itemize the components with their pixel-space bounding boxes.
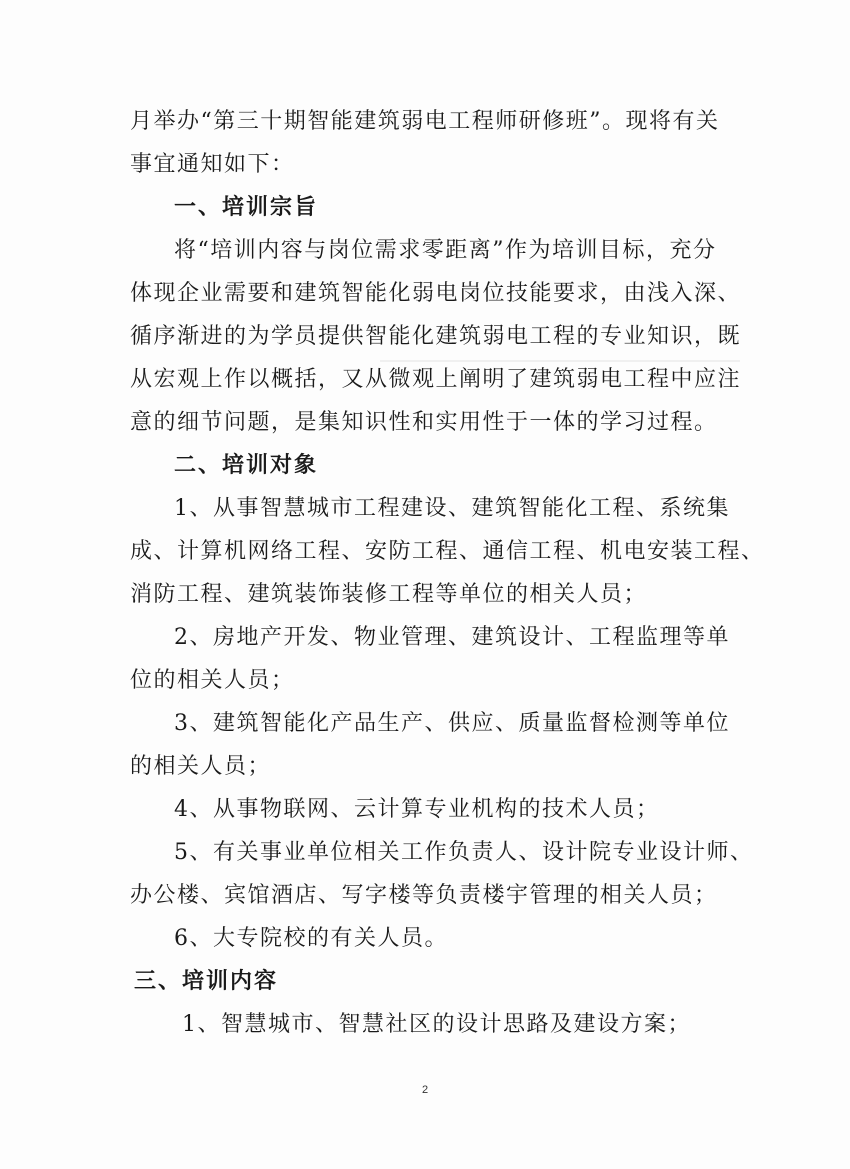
list-item-line: 消防工程、建筑装饰装修工程等单位的相关人员； [130,582,648,607]
list-item-line: 2、房地产开发、物业管理、建筑设计、工程监理等单 [174,625,730,650]
list-item-line: 成、计算机网络工程、安防工程、通信工程、机电安装工程、 [130,539,765,564]
section-heading: 三、培训内容 [134,969,279,994]
paragraph-line: 意的细节问题，是集知识性和实用性于一体的学习过程。 [130,410,718,435]
paragraph-line: 事宜通知如下： [130,152,295,177]
section-heading: 二、培训对象 [174,453,319,478]
paragraph-line: 将“培训内容与岗位需求零距离”作为培训目标，充分 [174,238,717,263]
paragraph-line: 体现企业需要和建筑智能化弱电岗位技能要求，由浅入深、 [130,281,742,306]
list-item-line: 位的相关人员； [130,668,295,693]
list-item-line: 3、建筑智能化产品生产、供应、质量监督检测等单位 [174,711,730,736]
section-heading: 一、培训宗旨 [174,195,319,220]
list-item-line: 的相关人员； [130,754,272,779]
document-body [130,100,765,1046]
list-item-line: 4、从事物联网、云计算专业机构的技术人员； [174,797,660,822]
list-item-line: 1、从事智慧城市工程建设、建筑智能化工程、系统集 [174,496,730,521]
list-item-line: 6、大专院校的有关人员。 [174,926,448,951]
list-item-line: 办公楼、宾馆酒店、写字楼等负责楼宇管理的相关人员； [130,883,718,908]
page-number: 2 [421,1084,429,1096]
paragraph-line: 循序渐进的为学员提供智能化建筑弱电工程的专业知识，既 [130,324,742,349]
list-item-line: 5、有关事业单位相关工作负责人、设计院专业设计师、 [174,840,754,865]
paragraph-line: 月举办“第三十期智能建筑弱电工程师研修班”。现将有关 [130,109,720,134]
list-item-line: 1、智慧城市、智慧社区的设计思路及建设方案； [182,1012,691,1037]
paragraph-line: 从宏观上作以概括，又从微观上阐明了建筑弱电工程中应注 [130,367,742,392]
